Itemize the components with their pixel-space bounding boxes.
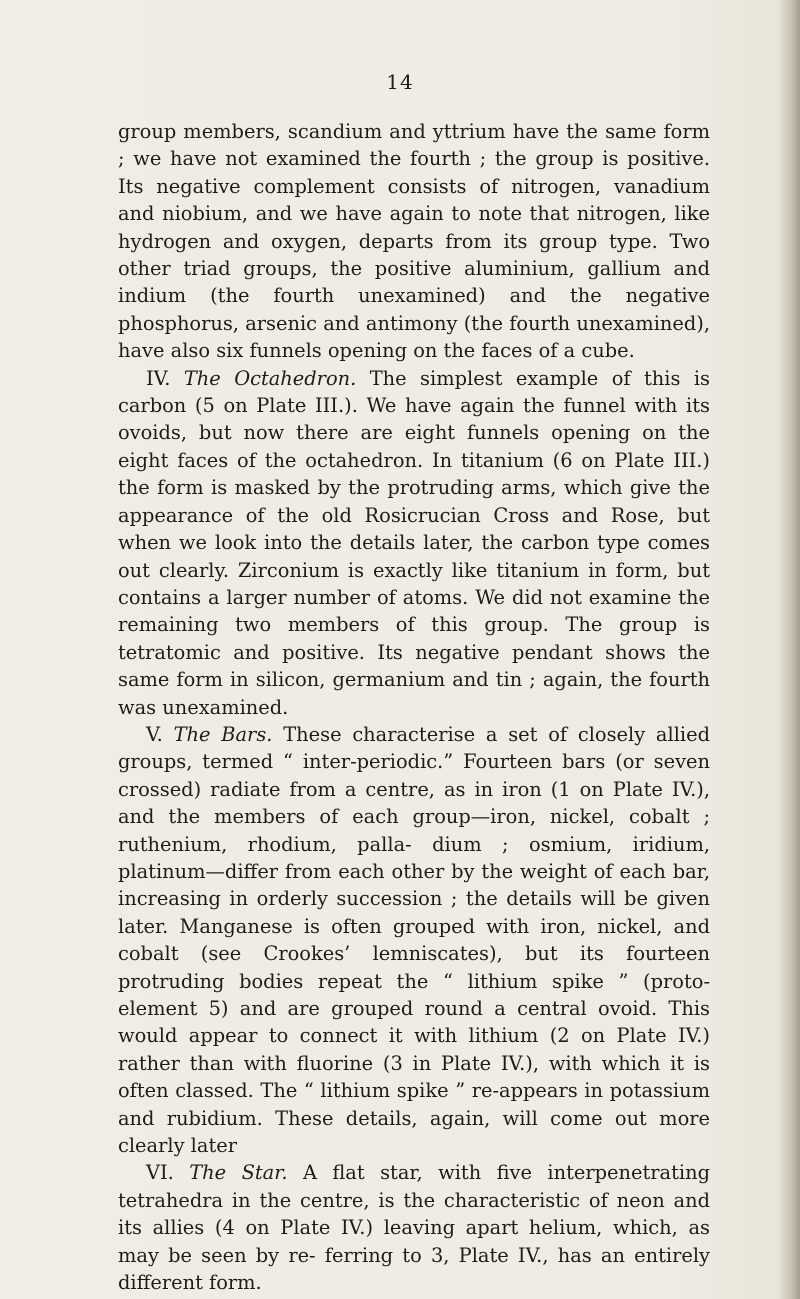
paragraph-bars xyxy=(118,721,710,1160)
paragraph-star xyxy=(118,1159,710,1296)
section-title: The Octahedron. xyxy=(183,366,370,390)
page-number: 14 xyxy=(386,70,414,94)
paragraph-text: group members, scandium and yttrium have the same form ; we have not examined the fourth ; the group is positive. Its negative complement consists of nitrogen, vanadium and niobium, and we have again to note that nitrogen, like hydrogen and oxygen, departs from its group type. Two other triad groups, the positive aluminium, gallium and indium (the fourth unexamined) and the negative phosphorus, arsenic and antimony (the fourth unexamined), have also six funnels opening on the faces of a cube. xyxy=(118,120,710,363)
paragraph-text: These characterise a set of closely allied groups, termed “ inter-periodic.” Fourteen bars (or seven crossed) radiate from a centre, as in iron (1 on Plate IV.), and the members of each group—iron, nickel, cobalt ; ruthenium, rhodium, palla- dium ; osmium, iridium, platinum—differ from each other by the weight of each bar, increasing in orderly succession ; the details will be given later. Manganese is often grouped with iron, nickel, and cobalt (see Crookes’ lemniscates), but its fourteen protruding bodies repeat the “ lithium spike ” (proto-element 5) and are grouped round a central ovoid. This would appear to connect it with lithium (2 on Plate IV.) rather than with fluorine (3 in Plate IV.), with which it is often classed. The “ lithium spike ” re-appears in potassium and rubidium. These details, again, will come out more clearly later xyxy=(118,722,710,1158)
body-text xyxy=(118,118,710,1296)
section-number: VI. xyxy=(146,1161,190,1185)
paragraph-text: A flat star, with five interpenetrating tetrahedra in the centre, is the characteristic of neon and its allies (4 on Plate IV.) leaving apart helium, which, as may be seen by re- ferring to 3, Plate IV., has an entirely different form. xyxy=(118,1161,710,1295)
paragraph-text: The simplest example of this is carbon (5 on Plate III.). We have again the funnel with its ovoids, but now there are eight funnels opening on the eight faces of the octahedron. In titanium (6 on Plate III.) the form is masked by the protruding arms, which give the appearance of the old Rosicrucian Cross and Rose, but when we look into the details later, the carbon type comes out clearly. Zirconium is exactly like titanium in form, but contains a larger number of atoms. We did not examine the remaining two members of this group. The group is tetratomic and positive. Its negative pendant shows the same form in silicon, germanium and tin ; again, the fourth was unexamined. xyxy=(118,366,711,719)
section-number: IV. xyxy=(146,366,184,390)
paragraph-group-members xyxy=(118,118,710,365)
section-title: The Bars. xyxy=(173,722,284,746)
page-edge-shadow xyxy=(778,0,800,1299)
section-number: V. xyxy=(146,722,174,746)
section-title: The Star. xyxy=(189,1161,303,1185)
paragraph-octahedron xyxy=(118,365,710,721)
